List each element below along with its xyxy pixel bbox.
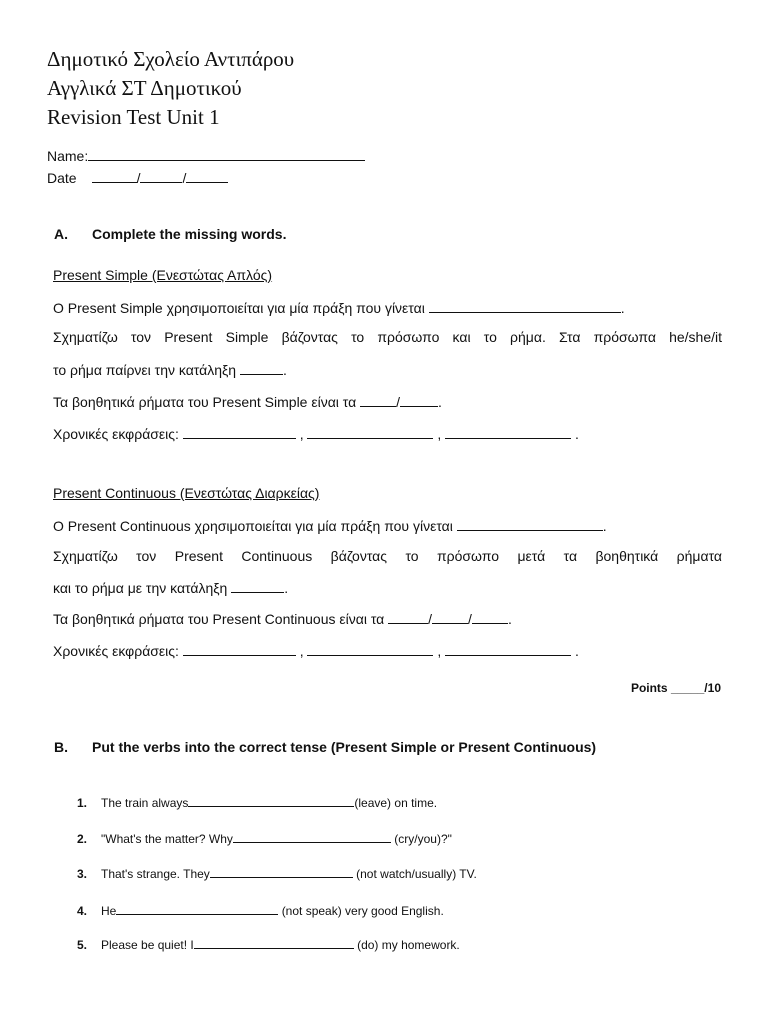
answer-blank[interactable]	[188, 793, 354, 807]
section-a-title: Complete the missing words.	[92, 226, 287, 242]
pc-expr-blank-3[interactable]	[445, 642, 571, 656]
test-title: Revision Test Unit 1	[47, 105, 220, 129]
answer-blank[interactable]	[116, 901, 278, 915]
section-a-letter: A.	[54, 226, 68, 242]
date-field	[47, 169, 228, 186]
pc-use-blank[interactable]	[457, 517, 603, 531]
points-score: Points _____/10	[630, 681, 721, 695]
answer-blank[interactable]	[194, 935, 354, 949]
date-day-blank[interactable]	[92, 169, 137, 183]
exercise-item: 4. He (not speak) very good English.	[77, 901, 444, 918]
section-b-heading	[54, 739, 596, 755]
date-separator: /	[136, 170, 141, 186]
ps-expr-blank-1[interactable]	[183, 425, 296, 439]
exercise-item: 3. That's strange. They (not watch/usually) TV.	[77, 864, 477, 881]
date-month-blank[interactable]	[140, 169, 182, 183]
present-continuous-line3: και το ρήμα με την κατάληξη .	[53, 580, 289, 596]
present-simple-line1: Ο Present Simple χρησιμοποιείται για μία πράξη που γίνεται .	[53, 300, 625, 316]
present-continuous-line2: Σχηματίζω τον Present Continuous βάζοντας το πρόσωπο μετά τα βοηθητικά ρήματα	[53, 548, 722, 564]
name-field	[47, 147, 365, 164]
ps-aux-blank-1[interactable]	[360, 393, 396, 407]
ps-use-blank[interactable]	[429, 299, 621, 313]
present-continuous-heading: Present Continuous (Ενεστώτας Διαρκείας)	[53, 485, 320, 501]
pc-aux-blank-1[interactable]	[388, 610, 428, 624]
ps-expr-blank-2[interactable]	[307, 425, 433, 439]
present-simple-heading: Present Simple (Ενεστώτας Απλός)	[53, 267, 273, 283]
date-separator: /	[182, 170, 187, 186]
pc-aux-blank-2[interactable]	[432, 610, 468, 624]
school-name: Δημοτικό Σχολείο Αντιπάρου	[47, 47, 295, 71]
pc-expr-blank-1[interactable]	[183, 642, 296, 656]
pc-ending-blank[interactable]	[231, 579, 284, 593]
present-simple-line3: το ρήμα παίρνει την κατάληξη .	[53, 362, 287, 378]
present-simple-line5: Χρονικές εκφράσεις: , , .	[53, 426, 579, 442]
section-b-letter: B.	[54, 739, 68, 755]
name-label: Name:	[47, 148, 89, 164]
class-subject: Αγγλικά ΣΤ Δημοτικού	[47, 76, 242, 100]
exercise-item: 1. The train always (leave) on time.	[77, 793, 437, 810]
ps-expr-blank-3[interactable]	[445, 425, 571, 439]
date-year-blank[interactable]	[186, 169, 228, 183]
present-continuous-line1: Ο Present Continuous χρησιμοποιείται για μία πράξη που γίνεται .	[53, 518, 607, 534]
ps-aux-blank-2[interactable]	[400, 393, 438, 407]
present-simple-line4: Τα βοηθητικά ρήματα του Present Simple είναι τα / .	[53, 394, 442, 410]
answer-blank[interactable]	[210, 864, 353, 878]
name-blank[interactable]	[88, 147, 365, 161]
date-label: Date	[47, 170, 77, 186]
answer-blank[interactable]	[233, 829, 391, 843]
present-continuous-line4: Τα βοηθητικά ρήματα του Present Continuous είναι τα / / .	[53, 611, 512, 627]
section-b-title: Put the verbs into the correct tense (Present Simple or Present Continuous)	[92, 739, 597, 755]
exercise-item: 2. "What's the matter? Why (cry/you)?"	[77, 829, 452, 846]
present-simple-line2: Σχηματίζω τον Present Simple βάζοντας το πρόσωπο και το ρήμα. Στα πρόσωπα he/she/it	[53, 329, 722, 345]
pc-expr-blank-2[interactable]	[307, 642, 433, 656]
pc-aux-blank-3[interactable]	[472, 610, 508, 624]
ps-ending-blank[interactable]	[240, 361, 283, 375]
present-continuous-line5: Χρονικές εκφράσεις: , , .	[53, 643, 579, 659]
exercise-item: 5. Please be quiet! I (do) my homework.	[77, 935, 460, 952]
section-a-heading	[54, 226, 286, 242]
